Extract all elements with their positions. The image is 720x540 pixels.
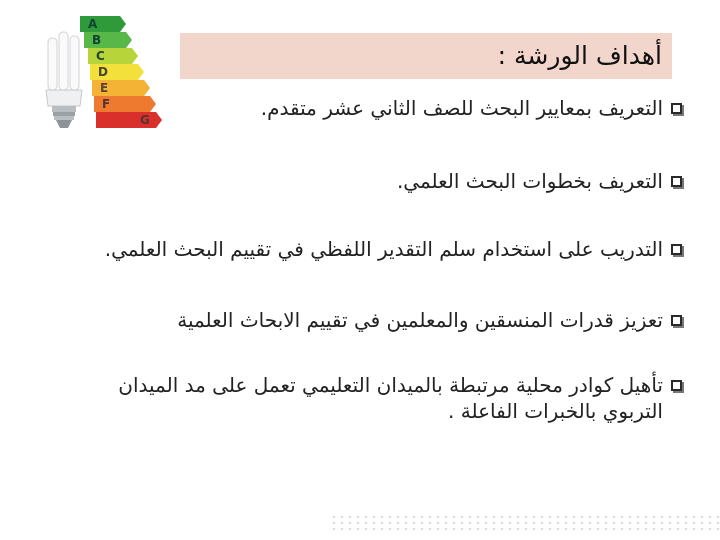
label-letter: B [92, 33, 102, 47]
label-letter: F [102, 97, 111, 111]
list-item [63, 372, 682, 424]
list-item-text: تأهيل كوادر محلية مرتبطة بالميدان التعليمي تعمل على مد الميدان التربوي بالخبرات الفاعلة . [118, 373, 663, 423]
label-letter: E [100, 81, 109, 95]
list-item-text: التدريب على استخدام سلم التقدير اللفظي في تقييم البحث العلمي. [104, 237, 663, 261]
checkbox-bullet-icon [671, 176, 682, 187]
page-title: أهداف الورشة : [497, 41, 662, 70]
checkbox-bullet-icon [671, 103, 682, 114]
label-letter: C [96, 49, 105, 63]
label-letter: G [140, 113, 150, 127]
label-letter: D [98, 65, 108, 79]
energy-label-chart [80, 16, 162, 128]
list-item [105, 236, 682, 262]
checkbox-bullet-icon [671, 315, 682, 326]
checkbox-bullet-icon [671, 380, 682, 391]
bulb-icon [46, 32, 82, 128]
list-item-text: تعزيز قدرات المنسقين والمعلمين في تقييم الابحاث العلمية [177, 308, 663, 332]
energy-bulb-illustration [28, 6, 178, 136]
list-item [177, 307, 682, 333]
label-letter: A [88, 17, 98, 31]
list-item [261, 95, 682, 121]
decorative-dots [330, 514, 720, 532]
list-item-text: التعريف بخطوات البحث العلمي. [396, 169, 663, 193]
list-item [397, 168, 682, 194]
list-item-text: التعريف بمعايير البحث للصف الثاني عشر متقدم. [260, 96, 663, 120]
checkbox-bullet-icon [671, 244, 682, 255]
